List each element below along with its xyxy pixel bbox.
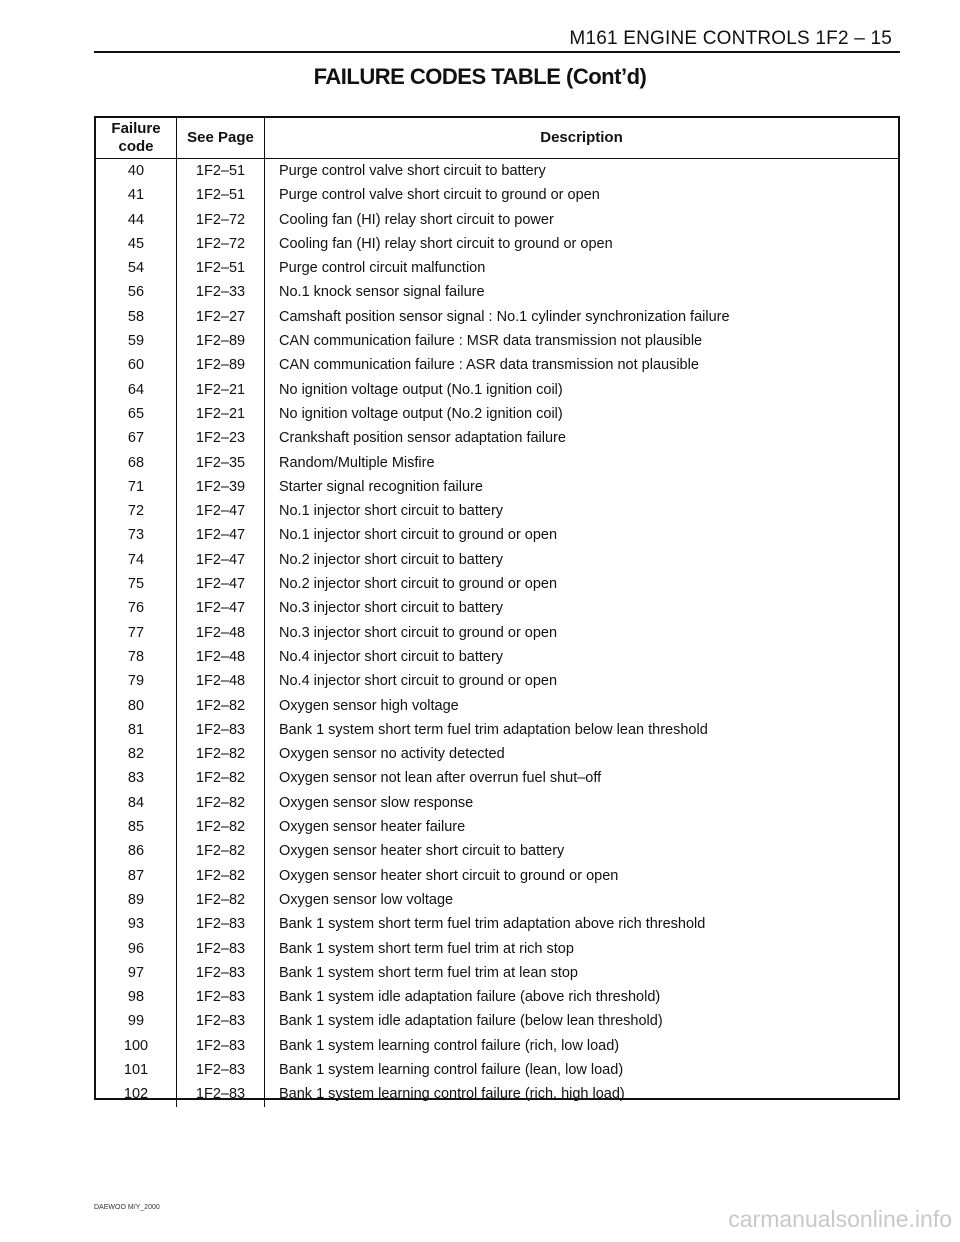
page-header-title: M161 ENGINE CONTROLS 1F2 – 15 xyxy=(569,28,892,49)
cell-see-page: 1F2–72 xyxy=(177,208,265,232)
cell-see-page: 1F2–82 xyxy=(177,839,265,863)
cell-see-page: 1F2–89 xyxy=(177,329,265,353)
cell-see-page: 1F2–82 xyxy=(177,815,265,839)
cell-description: Purge control valve short circuit to ground or open xyxy=(279,187,600,204)
cell-failure-code: 87 xyxy=(96,864,177,888)
cell-failure-code: 74 xyxy=(96,548,177,572)
table-row xyxy=(96,208,898,232)
cell-description: No.4 injector short circuit to battery xyxy=(279,648,504,665)
cell-see-page: 1F2–83 xyxy=(177,912,265,936)
cell-description: Oxygen sensor heater failure xyxy=(279,819,466,836)
page-title: FAILURE CODES TABLE (Cont’d) xyxy=(313,64,647,89)
watermark: carmanualsonline.info xyxy=(728,1206,952,1232)
table-row xyxy=(96,159,898,184)
cell-see-page: 1F2–51 xyxy=(177,159,265,184)
table-row xyxy=(96,912,898,936)
table-row xyxy=(96,378,898,402)
cell-see-page: 1F2–48 xyxy=(177,621,265,645)
cell-failure-code: 96 xyxy=(96,937,177,961)
table-row xyxy=(96,1009,898,1033)
table-row xyxy=(96,232,898,256)
cell-see-page: 1F2–82 xyxy=(177,864,265,888)
cell-see-page: 1F2–83 xyxy=(177,1034,265,1058)
cell-description: No.2 injector short circuit to battery xyxy=(279,551,504,568)
cell-failure-code: 40 xyxy=(96,159,177,184)
table-row xyxy=(96,280,898,304)
table-row xyxy=(96,742,898,766)
cell-description: No.1 injector short circuit to battery xyxy=(279,503,504,520)
cell-see-page: 1F2–48 xyxy=(177,645,265,669)
failure-codes-table xyxy=(94,116,900,1103)
cell-failure-code: 58 xyxy=(96,305,177,329)
table-row xyxy=(96,572,898,596)
cell-see-page: 1F2–82 xyxy=(177,888,265,912)
cell-see-page: 1F2–47 xyxy=(177,548,265,572)
cell-description: Oxygen sensor low voltage xyxy=(279,891,454,908)
cell-see-page: 1F2–51 xyxy=(177,256,265,280)
table-row xyxy=(96,1082,898,1106)
cell-description: Cooling fan (HI) relay short circuit to ground or open xyxy=(279,235,613,252)
cell-failure-code: 99 xyxy=(96,1009,177,1033)
cell-see-page: 1F2–83 xyxy=(177,718,265,742)
cell-description: Oxygen sensor high voltage xyxy=(279,697,459,714)
footer-publisher: DAEWOO M/Y_2000 xyxy=(94,1204,160,1211)
cell-description: No ignition voltage output (No.1 ignition coil) xyxy=(279,381,563,398)
cell-description: Camshaft position sensor signal : No.1 cylinder synchronization failure xyxy=(279,308,730,325)
cell-failure-code: 98 xyxy=(96,985,177,1009)
cell-failure-code: 85 xyxy=(96,815,177,839)
cell-see-page: 1F2–48 xyxy=(177,669,265,693)
cell-see-page: 1F2–82 xyxy=(177,791,265,815)
cell-see-page: 1F2–82 xyxy=(177,742,265,766)
table-row xyxy=(96,815,898,839)
cell-failure-code: 72 xyxy=(96,499,177,523)
header-see-page: See Page xyxy=(177,118,265,159)
table-row xyxy=(96,402,898,426)
cell-description: Random/Multiple Misfire xyxy=(279,454,435,471)
cell-failure-code: 80 xyxy=(96,694,177,718)
table-row xyxy=(96,937,898,961)
header-description: Description xyxy=(265,118,899,159)
cell-description: Bank 1 system idle adaptation failure (below lean threshold) xyxy=(279,1013,663,1030)
table-row xyxy=(96,475,898,499)
cell-description: Crankshaft position sensor adaptation failure xyxy=(279,430,566,447)
cell-failure-code: 56 xyxy=(96,280,177,304)
cell-see-page: 1F2–82 xyxy=(177,766,265,790)
table-row xyxy=(96,669,898,693)
cell-see-page: 1F2–72 xyxy=(177,232,265,256)
table-row xyxy=(96,718,898,742)
cell-description: No.1 injector short circuit to ground or open xyxy=(279,527,558,544)
cell-description: Bank 1 system learning control failure (rich, high load) xyxy=(279,1086,625,1103)
cell-see-page: 1F2–21 xyxy=(177,378,265,402)
cell-description: Oxygen sensor no activity detected xyxy=(279,746,505,763)
cell-failure-code: 41 xyxy=(96,183,177,207)
cell-description: CAN communication failure : MSR data transmission not plausible xyxy=(279,333,703,350)
table-row xyxy=(96,864,898,888)
cell-description: No ignition voltage output (No.2 ignition coil) xyxy=(279,405,563,422)
cell-description: Starter signal recognition failure xyxy=(279,478,483,495)
cell-failure-code: 89 xyxy=(96,888,177,912)
table-row xyxy=(96,791,898,815)
cell-see-page: 1F2–83 xyxy=(177,1082,265,1106)
cell-failure-code: 77 xyxy=(96,621,177,645)
cell-failure-code: 79 xyxy=(96,669,177,693)
table-row xyxy=(96,451,898,475)
cell-failure-code: 59 xyxy=(96,329,177,353)
cell-failure-code: 67 xyxy=(96,426,177,450)
cell-see-page: 1F2–47 xyxy=(177,572,265,596)
table-body xyxy=(96,159,898,1107)
cell-failure-code: 83 xyxy=(96,766,177,790)
table-row xyxy=(96,766,898,790)
table-row xyxy=(96,353,898,377)
table-row xyxy=(96,1034,898,1058)
table-row xyxy=(96,961,898,985)
table-row xyxy=(96,1058,898,1082)
table-row xyxy=(96,621,898,645)
header-divider xyxy=(94,51,900,53)
cell-failure-code: 76 xyxy=(96,596,177,620)
cell-description: Oxygen sensor not lean after overrun fuel shut–off xyxy=(279,770,602,787)
table-row xyxy=(96,426,898,450)
cell-description: No.4 injector short circuit to ground or open xyxy=(279,673,558,690)
cell-description: Bank 1 system short term fuel trim adaptation below lean threshold xyxy=(279,721,708,738)
table-row xyxy=(96,256,898,280)
cell-see-page: 1F2–35 xyxy=(177,451,265,475)
table-row xyxy=(96,548,898,572)
table-row xyxy=(96,839,898,863)
cell-failure-code: 64 xyxy=(96,378,177,402)
cell-see-page: 1F2–33 xyxy=(177,280,265,304)
cell-failure-code: 60 xyxy=(96,353,177,377)
cell-failure-code: 100 xyxy=(96,1034,177,1058)
cell-description: CAN communication failure : ASR data transmission not plausible xyxy=(279,357,699,374)
cell-see-page: 1F2–47 xyxy=(177,499,265,523)
table-row xyxy=(96,305,898,329)
cell-failure-code: 84 xyxy=(96,791,177,815)
cell-see-page: 1F2–27 xyxy=(177,305,265,329)
cell-failure-code: 65 xyxy=(96,402,177,426)
cell-see-page: 1F2–39 xyxy=(177,475,265,499)
cell-description: Oxygen sensor heater short circuit to ground or open xyxy=(279,867,619,884)
cell-description: Bank 1 system learning control failure (rich, low load) xyxy=(279,1037,620,1054)
cell-failure-code: 102 xyxy=(96,1082,177,1106)
table-row xyxy=(96,645,898,669)
cell-failure-code: 68 xyxy=(96,451,177,475)
cell-see-page: 1F2–23 xyxy=(177,426,265,450)
cell-description: Bank 1 system short term fuel trim adaptation above rich threshold xyxy=(279,916,706,933)
cell-description: No.2 injector short circuit to ground or open xyxy=(279,576,558,593)
table-row xyxy=(96,985,898,1009)
cell-see-page: 1F2–82 xyxy=(177,694,265,718)
cell-failure-code: 81 xyxy=(96,718,177,742)
table-row xyxy=(96,499,898,523)
cell-description: Purge control circuit malfunction xyxy=(279,260,486,277)
cell-description: Cooling fan (HI) relay short circuit to power xyxy=(279,211,554,228)
cell-see-page: 1F2–47 xyxy=(177,523,265,547)
cell-description: Bank 1 system short term fuel trim at lean stop xyxy=(279,964,578,981)
cell-description: Oxygen sensor heater short circuit to battery xyxy=(279,843,565,860)
cell-see-page: 1F2–21 xyxy=(177,402,265,426)
table-row xyxy=(96,329,898,353)
cell-failure-code: 93 xyxy=(96,912,177,936)
cell-see-page: 1F2–83 xyxy=(177,1009,265,1033)
cell-see-page: 1F2–47 xyxy=(177,596,265,620)
cell-failure-code: 78 xyxy=(96,645,177,669)
cell-see-page: 1F2–51 xyxy=(177,183,265,207)
cell-see-page: 1F2–83 xyxy=(177,961,265,985)
cell-see-page: 1F2–83 xyxy=(177,985,265,1009)
cell-description: No.1 knock sensor signal failure xyxy=(279,284,485,301)
cell-failure-code: 82 xyxy=(96,742,177,766)
cell-failure-code: 86 xyxy=(96,839,177,863)
cell-description: Bank 1 system idle adaptation failure (above rich threshold) xyxy=(279,989,661,1006)
cell-description: Bank 1 system short term fuel trim at rich stop xyxy=(279,940,574,957)
table-row xyxy=(96,523,898,547)
cell-failure-code: 45 xyxy=(96,232,177,256)
header-failure-code: Failure code xyxy=(96,118,177,159)
cell-failure-code: 101 xyxy=(96,1058,177,1082)
table-row xyxy=(96,596,898,620)
cell-description: No.3 injector short circuit to ground or open xyxy=(279,624,558,641)
cell-failure-code: 97 xyxy=(96,961,177,985)
cell-see-page: 1F2–89 xyxy=(177,353,265,377)
table-row xyxy=(96,888,898,912)
cell-description: No.3 injector short circuit to battery xyxy=(279,600,504,617)
cell-description: Purge control valve short circuit to battery xyxy=(279,163,546,179)
table-row xyxy=(96,183,898,207)
cell-description: Bank 1 system learning control failure (lean, low load) xyxy=(279,1061,624,1078)
cell-see-page: 1F2–83 xyxy=(177,937,265,961)
cell-description: Oxygen sensor slow response xyxy=(279,794,474,811)
cell-failure-code: 71 xyxy=(96,475,177,499)
cell-see-page: 1F2–83 xyxy=(177,1058,265,1082)
table-header-row xyxy=(96,118,898,159)
cell-failure-code: 75 xyxy=(96,572,177,596)
cell-failure-code: 44 xyxy=(96,208,177,232)
cell-failure-code: 54 xyxy=(96,256,177,280)
cell-failure-code: 73 xyxy=(96,523,177,547)
table-row xyxy=(96,694,898,718)
